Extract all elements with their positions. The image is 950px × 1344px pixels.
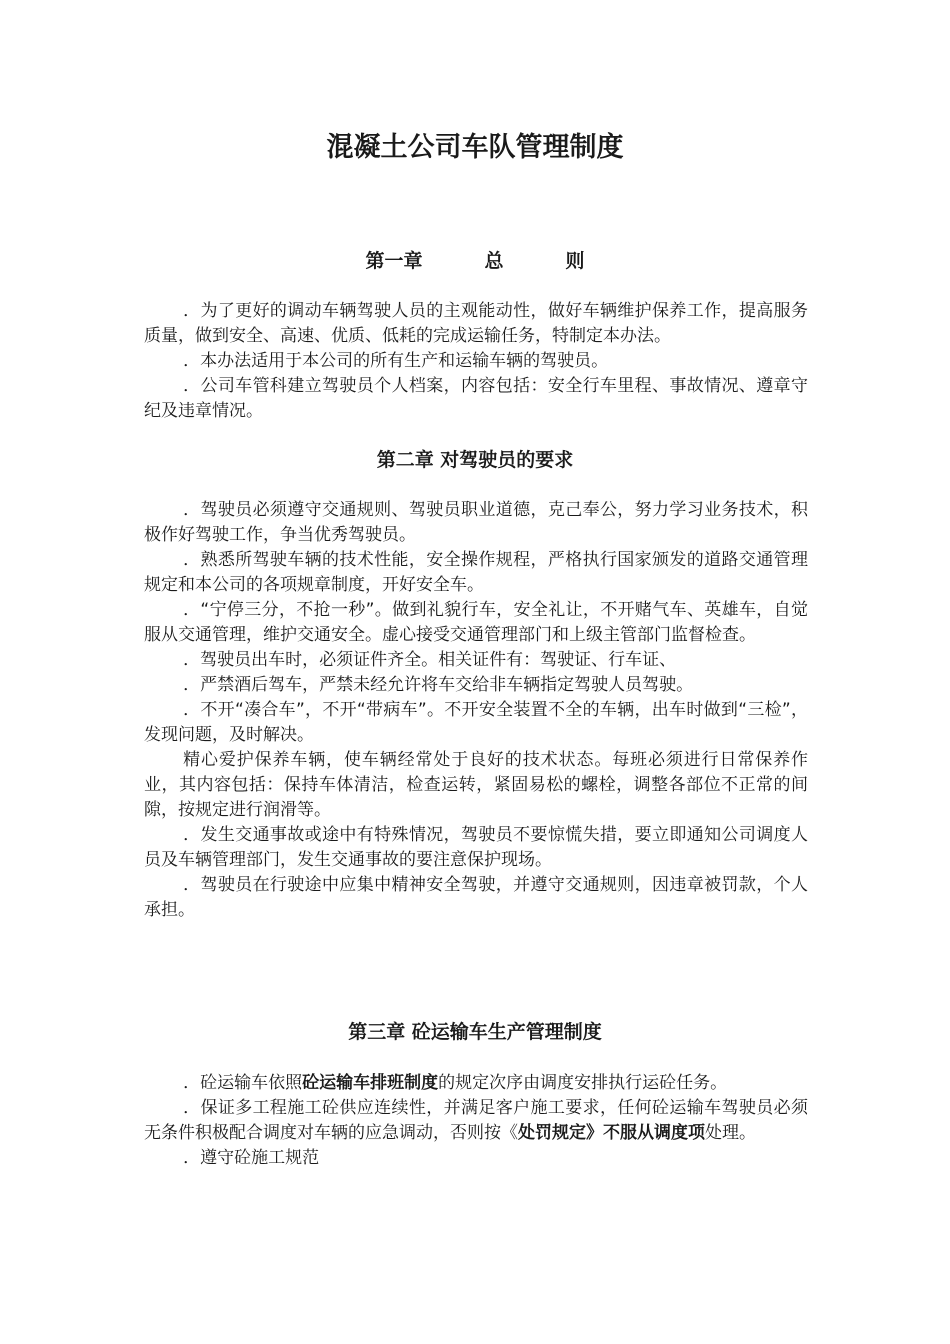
chapter-3-paragraph-3: ．遵守砼施工规范 <box>183 1148 320 1168</box>
chapter-1-paragraph: ．公司车管科建立驾驶员个人档案，内容包括：安全行车里程、事故情况、遵章守纪及违章情况。 <box>144 376 808 421</box>
chapter-1-paragraph: ．为了更好的调动车辆驾驶人员的主观能动性，做好车辆维护保养工作，提高服务质量，做到安全、高速、优质、低耗的完成运输任务，特制定本办法。 <box>144 301 808 346</box>
chapter-2-paragraph: ．驾驶员在行驶途中应集中精神安全驾驶，并遵守交通规则，因违章被罚款，个人承担。 <box>144 875 808 920</box>
chapter-2-paragraph: ．熟悉所驾驶车辆的技术性能，安全操作规程，严格执行国家颁发的道路交通管理规定和本公司的各项规章制度，开好安全车。 <box>144 550 808 595</box>
bold-term: 砼运输车排班制度 <box>302 1073 439 1093</box>
chapter-2-paragraph: ．严禁酒后驾车，严禁未经允许将车交给非车辆指定驾驶人员驾驶。 <box>183 675 694 695</box>
chapter-2-paragraph: ．不开“凑合车”，不开“带病车”。不开安全装置不全的车辆，出车时做到“三检”，发现问题，及时解决。 <box>144 700 808 745</box>
chapter-1-word-1: 总 <box>484 250 504 272</box>
chapter-2-paragraph: ．发生交通事故或途中有特殊情况，驾驶员不要惊慌失措，要立即通知公司调度人员及车辆管理部门，发生交通事故的要注意保护现场。 <box>144 825 808 870</box>
chapter-2-paragraph: ．驾驶员必须遵守交通规则、驾驶员职业道德，克己奉公，努力学习业务技术，积极作好驾驶工作，争当优秀驾驶员。 <box>144 500 808 545</box>
chapter-2-paragraph: 精心爱护保养车辆，使车辆经常处于良好的技术状态。每班必须进行日常保养作业，其内容包括：保持车体清洁，检查运转，紧固易松的螺栓，调整各部位不正常的间隙，按规定进行润滑等。 <box>144 750 808 820</box>
bold-term: 处罚规定》不服从调度项 <box>518 1123 705 1143</box>
chapter-1-number: 第一章 <box>365 250 423 272</box>
chapter-2-heading: 第二章 对驾驶员的要求 <box>376 449 574 471</box>
document-title: 混凝土公司车队管理制度 <box>326 132 624 163</box>
chapter-3-paragraph-2 <box>144 1096 808 1146</box>
chapter-3-body <box>144 1071 808 1171</box>
chapter-2-paragraph: ．“宁停三分，不抢一秒”。做到礼貌行车，安全礼让，不开赌气车、英雄车，自觉服从交通管理，维护交通安全。虚心接受交通管理部门和上级主管部门监督检查。 <box>144 600 808 645</box>
chapter-1-heading <box>0 247 950 275</box>
paragraph-text: 的规定次序由调度安排执行运砼任务。 <box>438 1073 728 1093</box>
paragraph-text: 处理。 <box>705 1123 756 1143</box>
chapter-3-heading: 第三章 砼运输车生产管理制度 <box>348 1021 602 1043</box>
chapter-1-word-2: 则 <box>565 250 585 272</box>
chapter-3-paragraph-1 <box>144 1071 808 1096</box>
paragraph-text: ．砼运输车依照 <box>183 1073 303 1093</box>
chapter-2-body <box>144 498 808 923</box>
paragraph-text: ．保证多工程施工砼供应连续性，并满足客户施工要求，任何砼运输车驾驶员必须无条件积极配合调度对车辆的应急调动，否则按《 <box>144 1098 808 1143</box>
chapter-2-paragraph: ．驾驶员出车时，必须证件齐全。相关证件有：驾驶证、行车证、 <box>183 650 677 670</box>
chapter-1-paragraph: ．本办法适用于本公司的所有生产和运输车辆的驾驶员。 <box>183 351 609 371</box>
chapter-1-body <box>144 299 808 424</box>
